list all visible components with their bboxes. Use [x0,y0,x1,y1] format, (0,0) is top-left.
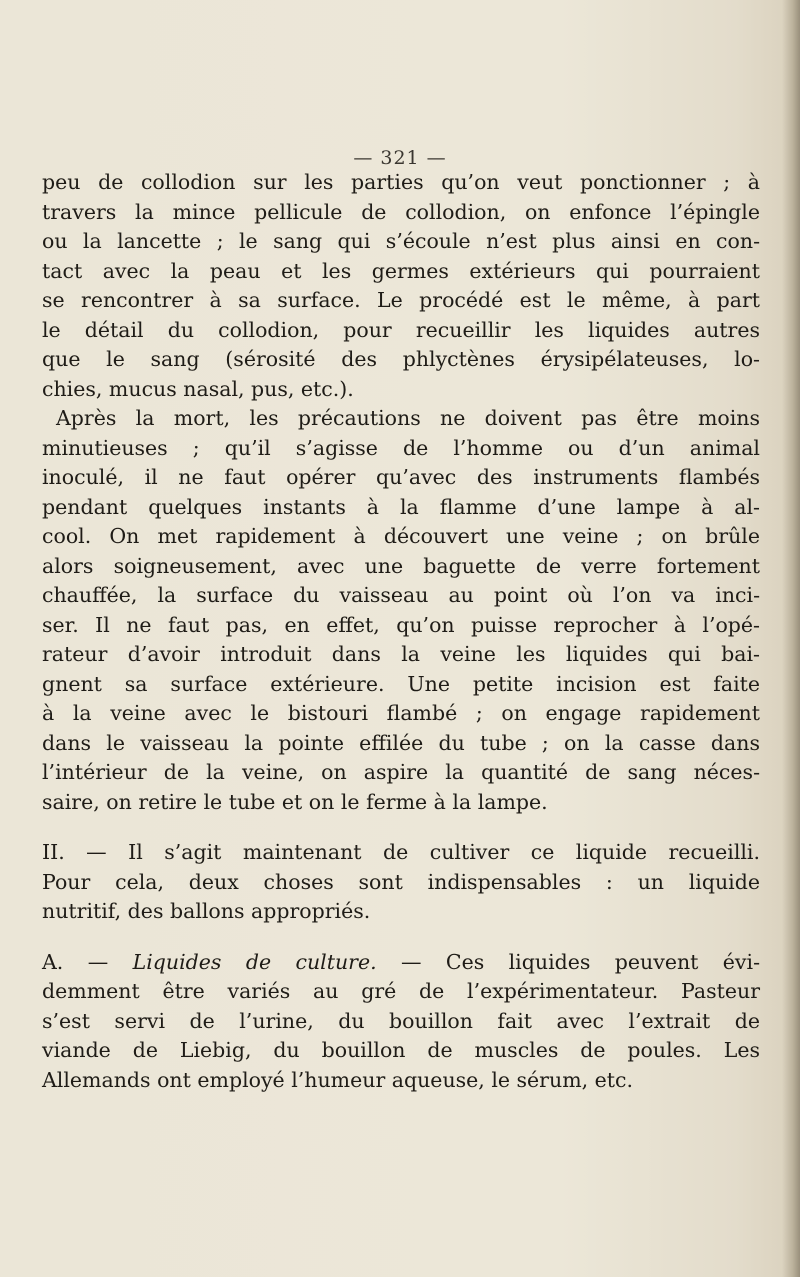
text-line: minutieuses ; qu’il s’agisse de l’homme ou d’un animal [42,435,760,460]
section-title: Liquides de culture. [132,949,377,974]
section-heading-line [42,948,760,978]
text-line: demment être variés au gré de l’expérimentateur. Pasteur [42,979,760,1003]
text-line: pendant quelques instants à la flamme d’une lampe à al- [42,494,760,519]
section-label: A. — [42,949,133,974]
text-line: gnent sa surface extérieure. Une petite incision est faite [42,671,760,696]
text-line: rateur d’avoir introduit dans la veine les liquides qui bai- [42,642,760,666]
page-edge-shadow [782,0,800,1277]
text-line: tact avec la peau et les germes extérieurs qui pourraient [42,258,760,283]
text-line: le détail du collodion, pour recueillir les liquides autres [42,317,760,342]
text-line: Pour cela, deux choses sont indispensables : un liquide [42,869,760,894]
paragraph-1 [42,168,760,404]
text-line: Allemands ont employé l’humeur aqueuse, le sérum, etc. [42,1067,634,1092]
text-line: dans le vaisseau la pointe effilée du tube ; on la casse dans [42,730,760,755]
text-line: à la veine avec le bistouri flambé ; on engage rapidement [42,701,760,725]
section-heading-text: — Ces liquides peuvent évi- [376,949,760,974]
text-line: saire, on retire le tube et on le ferme à la lampe. [42,789,548,814]
text-line: inoculé, il ne faut opérer qu’avec des instruments flambés [42,465,760,489]
text-line: chauffée, la surface du vaisseau au point où l’on va inci- [42,583,760,607]
text-line: II. — Il s’agit maintenant de cultiver ce liquide recueilli. [42,840,760,864]
text-line: viande de Liebig, du bouillon de muscles de poules. Les [42,1038,760,1062]
paragraph-3 [42,838,760,927]
text-line: travers la mince pellicule de collodion, on enfonce l’épingle [42,199,760,224]
text-line: Après la mort, les précautions ne doivent pas être moins [56,406,760,430]
text-line: que le sang (sérosité des phlyctènes érysipélateuses, lo- [42,347,760,371]
paragraph-spacer [42,817,760,838]
paragraph-4 [42,948,760,1096]
page-number: — 321 — [353,147,447,169]
paragraph-2 [42,404,760,817]
text-line: alors soigneusement, avec une baguette de verre fortement [42,553,760,578]
text-line: ou la lancette ; le sang qui s’écoule n’est plus ainsi en con- [42,229,760,253]
text-line: ser. Il ne faut pas, en effet, qu’on puisse reprocher à l’opé- [42,612,760,637]
text-line: nutritif, des ballons appropriés. [42,899,371,923]
body-text [42,168,760,1095]
text-line: s’est servi de l’urine, du bouillon fait avec l’extrait de [42,1008,760,1033]
text-line: l’intérieur de la veine, on aspire la quantité de sang néces- [42,760,760,784]
paragraph-spacer [42,927,760,948]
text-line: peu de collodion sur les parties qu’on veut ponctionner ; à [42,170,760,194]
text-line: cool. On met rapidement à découvert une veine ; on brûle [42,524,760,548]
text-line: chies, mucus nasal, pus, etc.). [42,376,354,401]
text-line: se rencontrer à sa surface. Le procédé est le même, à part [42,288,760,312]
